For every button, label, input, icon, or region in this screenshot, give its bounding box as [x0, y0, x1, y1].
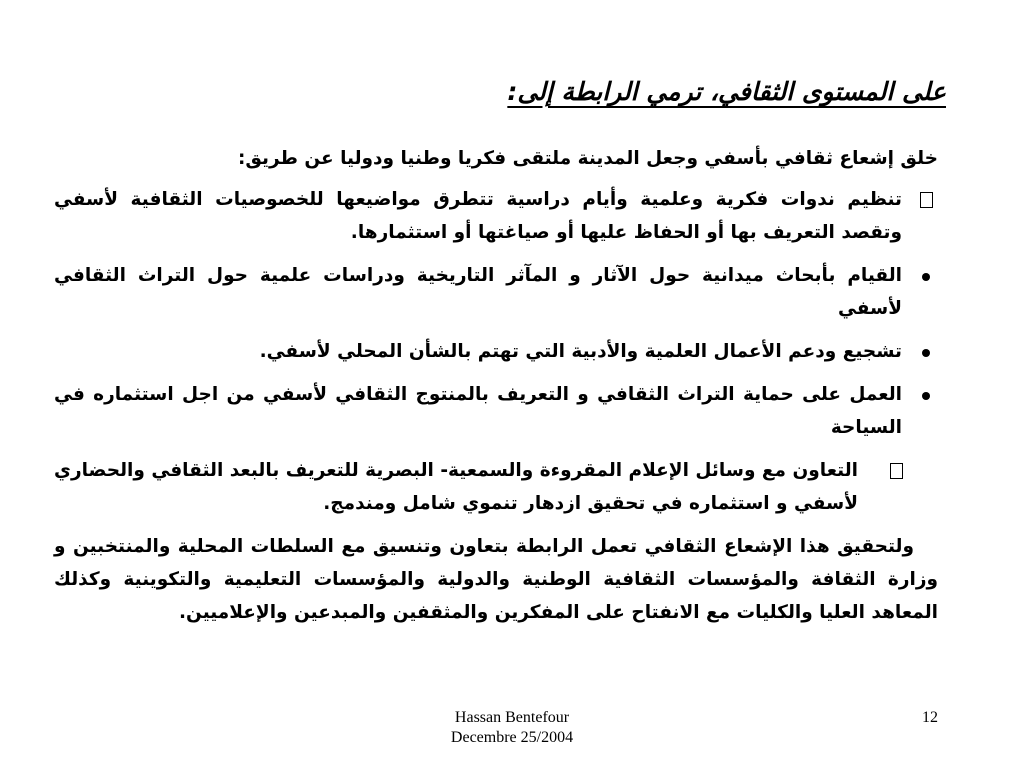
checkbox-icon [884, 454, 908, 490]
list-item-text: تشجيع ودعم الأعمال العلمية والأدبية التي تهتم بالشأن المحلي لأسفي. [259, 341, 902, 362]
footer-author [0, 708, 1024, 748]
list-item [54, 183, 938, 249]
lead-paragraph: خلق إشعاع ثقافي بأسفي وجعل المدينة ملتقى فكريا وطنيا ودوليا عن طريق: [237, 148, 938, 169]
checkbox-icon [914, 183, 938, 219]
list-item [54, 378, 938, 444]
bullet-icon [914, 259, 938, 292]
list-item [54, 454, 938, 520]
list-item-text: القيام بأبحاث ميدانية حول الآثار و المآثر التاريخية ودراسات علمية حول التراث الثقافي لأسفي [54, 265, 902, 319]
bullet-icon [914, 378, 938, 411]
closing-paragraph: ولتحقيق هذا الإشعاع الثقافي تعمل الرابطة بتعاون وتنسيق مع السلطات المحلية والمنتخبين و وزارة الثقافة والمؤسسات الثقافية الوطنية والدولية والمؤسسات التعليمية والتكوينية وكذلك المعاهد العليا والكليات مع الانفتاح على المفكرين والمثقفين والمبدعين والإعلاميين. [54, 536, 938, 623]
list-item [54, 259, 938, 325]
slide-title: على المستوى الثقافي، ترمي الرابطة إلى: [507, 77, 946, 106]
slide-content [54, 142, 938, 629]
list-item-text: تنظيم ندوات فكرية وعلمية وأيام دراسية تتطرق مواضيعها للخصوصيات الثقافية لأسفي وتقصد التعريف بها أو الحفاظ عليها أو صياغتها أو استثمارها. [54, 189, 902, 243]
author-name: Hassan Bentefour [454, 709, 570, 726]
list-item-text: التعاون مع وسائل الإعلام المقروءة والسمعية- البصرية للتعريف بالبعد الثقافي والحضاري لأسفي و استثماره في تحقيق ازدهار تنموي شامل ومندمج. [54, 460, 858, 514]
bullet-icon [914, 335, 938, 368]
list-item [54, 335, 938, 368]
footer-date: Decembre 25/2004 [450, 729, 574, 746]
list-item-text: العمل على حماية التراث الثقافي و التعريف بالمنتوج الثقافي لأسفي من اجل استثماره في السياحة [54, 384, 902, 438]
page-number: 12 [922, 709, 938, 726]
